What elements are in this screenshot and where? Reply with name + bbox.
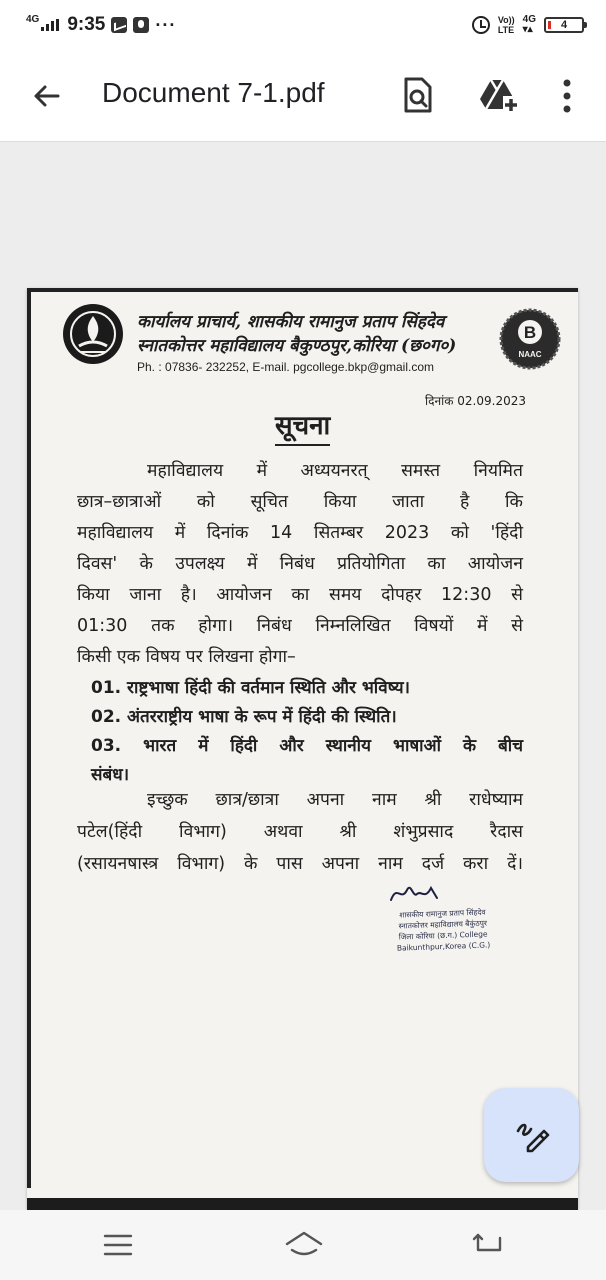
status-bar <box>0 0 606 50</box>
seal-line: Baikunthpur,Korea (C.G.) <box>396 940 491 953</box>
recents-menu-icon <box>102 1232 134 1258</box>
find-in-page-button[interactable] <box>400 76 434 114</box>
add-to-drive-button[interactable] <box>478 76 520 114</box>
battery-icon <box>544 17 584 33</box>
clock: 9:35 <box>67 14 106 35</box>
annotate-button[interactable] <box>484 1088 579 1182</box>
page-bottom-edge <box>27 1198 578 1210</box>
body-line: किया जाना है। आयोजन का समय दोपहर 12:30 से <box>77 585 523 605</box>
network-type: 4G <box>26 14 40 25</box>
topic-item-continued: संबंध। <box>91 765 130 785</box>
voice-notification-icon <box>133 17 149 33</box>
recents-button[interactable] <box>102 1232 134 1258</box>
naac-grade: B <box>523 323 537 342</box>
closing-line: पटेल(हिंदी विभाग) अथवा श्री शंभुप्रसाद रैदास <box>77 822 523 842</box>
back-button[interactable] <box>30 79 64 113</box>
seal-line: स्नातकोत्तर महाविद्यालय बैकुंठपुर <box>398 918 488 931</box>
more-notifications: ··· <box>155 14 177 35</box>
closing-paragraph <box>77 784 523 880</box>
home-button[interactable] <box>282 1228 326 1258</box>
closing-line: (रसायनषास्त्र विभाग) के पास अपना नाम दर्ज करा दें। <box>77 854 523 874</box>
body-line: महाविद्यालय में अध्ययनरत् समस्त नियमित <box>147 461 523 481</box>
edit-annotate-icon <box>514 1117 550 1153</box>
body-line: 01:30 तक होगा। निबंध निम्नलिखित विषयों में से <box>77 616 523 636</box>
more-vert-icon <box>555 76 579 116</box>
letterhead <box>137 310 497 376</box>
naac-label: NAAC <box>518 350 542 359</box>
pdf-page[interactable] <box>27 288 578 1210</box>
seal-line: शासकीय रामानुज प्रताप सिंहदेव <box>399 907 486 920</box>
notice-body <box>77 456 523 673</box>
principal-signature <box>387 880 443 906</box>
volte-indicator <box>498 15 515 35</box>
home-icon <box>282 1228 326 1258</box>
document-title: Document 7-1.pdf <box>102 77 325 108</box>
seal-line: जिला कोरिया (छ.ग.) College <box>398 929 488 942</box>
back-arrow-icon <box>30 79 64 113</box>
mobile-data-indicator <box>523 15 536 35</box>
body-line: छात्र–छात्राओं को सूचित किया जाता है कि <box>77 492 523 512</box>
body-line: किसी एक विषय पर लिखना होगा– <box>77 647 296 667</box>
body-line: महाविद्यालय में दिनांक 14 सितम्बर 2023 को 'हिंदी <box>77 523 523 543</box>
letterhead-line-1: कार्यालय प्राचार्य, शासकीय रामानुज प्रताप सिंहदेव <box>137 312 445 332</box>
add-to-drive-icon <box>478 76 520 114</box>
alarm-icon <box>472 16 490 34</box>
more-options-button[interactable] <box>555 76 579 116</box>
volte-top: Vo)) <box>497 15 515 25</box>
topic-item: 03. भारत में हिंदी और स्थानीय भाषाओं के बीच <box>91 736 523 756</box>
volte-bottom: LTE <box>497 25 515 35</box>
battery-level: 4 <box>560 19 568 31</box>
letterhead-line-2: स्नातकोत्तर महाविद्यालय बैकुण्ठपुर,कोरिया (छ०ग०) <box>137 336 457 356</box>
letterhead-contact: Ph. : 07836- 232252, E-mail. pgcollege.bkp@gmail.com <box>137 360 435 374</box>
naac-badge-icon <box>499 308 561 370</box>
topic-list <box>91 674 523 790</box>
notice-heading: सूचना <box>275 406 330 446</box>
message-notification-icon <box>111 17 127 33</box>
system-back-button[interactable] <box>472 1230 506 1258</box>
app-bar <box>0 50 606 142</box>
closing-line: इच्छुक छात्र/छात्रा अपना नाम श्री राधेष्याम <box>147 790 523 810</box>
body-line: दिवस' के उपलक्ष्य में निबंध प्रतियोगिता का आयोजन <box>77 554 523 574</box>
pdf-viewer[interactable] <box>0 143 606 1210</box>
notice-date: दिनांक 02.09.2023 <box>425 394 526 408</box>
navigation-bar <box>0 1210 606 1280</box>
topic-item: 02. अंतरराष्ट्रीय भाषा के रूप में हिंदी की स्थिति। <box>91 707 397 727</box>
find-in-page-icon <box>400 76 434 114</box>
college-logo <box>61 302 125 366</box>
signal-icon <box>41 19 59 31</box>
topic-item: 01. राष्ट्रभाषा हिंदी की वर्तमान स्थिति और भविष्य। <box>91 678 410 698</box>
net2-top: 4G <box>522 14 536 25</box>
net2-bottom: ▾▴ <box>522 24 533 35</box>
back-icon <box>472 1230 506 1258</box>
college-seal <box>372 906 513 955</box>
